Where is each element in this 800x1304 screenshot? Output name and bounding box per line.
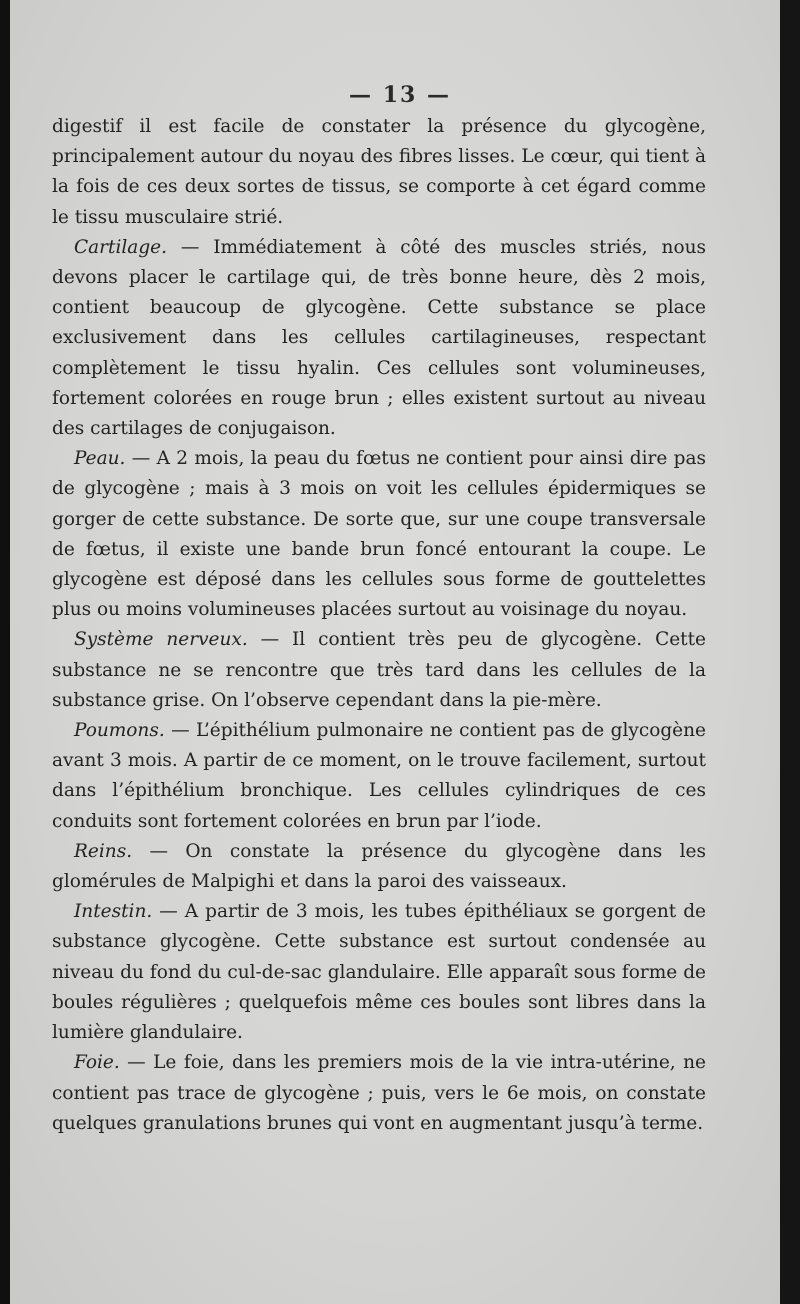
paragraph-intestin <box>52 897 706 1048</box>
paragraph-reins <box>52 837 706 897</box>
paragraph-lead: Peau. <box>74 448 126 470</box>
paragraph-peau <box>52 444 706 625</box>
paragraph-lead: Cartilage. <box>74 236 167 258</box>
paragraph-body: — L’épithélium pulmonaire ne contient pas de glycogène avant 3 mois. A partir de ce moment, on le trouve facilement, surtout dans l’épithélium bronchique. Les cellules cylindriques de ces conduits sont fortement colorées en brun par l’iode. <box>52 720 706 832</box>
paragraph-systeme-nerveux <box>52 625 706 716</box>
paragraph-body: digestif il est facile de constater la présence du glycogène, principalement autour du noyau des fibres lisses. Le cœur, qui tient à la fois de ces deux sortes de tissus, se comporte à cet égard comme le tissu musculaire strié. <box>52 116 706 228</box>
page-edge-shadow <box>780 0 800 1304</box>
paragraph-cartilage <box>52 233 706 444</box>
paragraph-body: — On constate la présence du glycogène dans les glomérules de Malpighi et dans la paroi des vaisseaux. <box>52 840 706 893</box>
paragraph-body: — Le foie, dans les premiers mois de la vie intra-utérine, ne contient pas trace de glycogène ; puis, vers le 6e mois, on constate quelques granulations brunes qui vont en augmentant jusqu’à terme. <box>52 1052 706 1134</box>
paragraph-poumons <box>52 716 706 837</box>
paragraph-body: — Il contient très peu de glycogène. Cette substance ne se rencontre que très tard dans les cellules de la substance grise. On l’observe cependant dans la pie-mère. <box>52 629 706 711</box>
paragraph-body: — A partir de 3 mois, les tubes épithéliaux se gorgent de substance glycogène. Cette substance est surtout condensée au niveau du fond du cul-de-sac glandulaire. Elle apparaît sous forme de boules régulières ; quelquefois même ces boules sont libres dans la lumière glandulaire. <box>52 901 706 1044</box>
paragraph-foie <box>52 1048 706 1139</box>
paragraph-digestif <box>52 112 706 233</box>
body-text <box>52 112 706 1139</box>
paragraph-lead: Foie. <box>74 1052 120 1074</box>
paragraph-lead: Système nerveux. <box>74 629 248 651</box>
paragraph-lead: Reins. <box>74 840 133 862</box>
page-number: — 13 — <box>349 82 451 108</box>
paragraph-body: — A 2 mois, la peau du fœtus ne contient pour ainsi dire pas de glycogène ; mais à 3 mois on voit les cellules épidermiques se gorger de cette substance. De sorte que, sur une coupe transversale de fœtus, il existe une bande brun foncé entourant la coupe. Le glycogène est déposé dans les cellules sous forme de gouttelettes plus ou moins volumineuses placées surtout au voisinage du noyau. <box>52 448 706 621</box>
paragraph-lead: Intestin. <box>74 901 153 923</box>
paragraph-lead: Poumons. <box>74 720 165 742</box>
paragraph-body: — Immédiatement à côté des muscles striés, nous devons placer le cartilage qui, de très bonne heure, dès 2 mois, contient beaucoup de glycogène. Cette substance se place exclusivement dans les cellules cartilagineuses, respectant complètement le tissu hyalin. Ces cellules sont volumineuses, fortement colorées en rouge brun ; elles existent surtout au niveau des cartilages de conjugaison. <box>52 236 706 440</box>
